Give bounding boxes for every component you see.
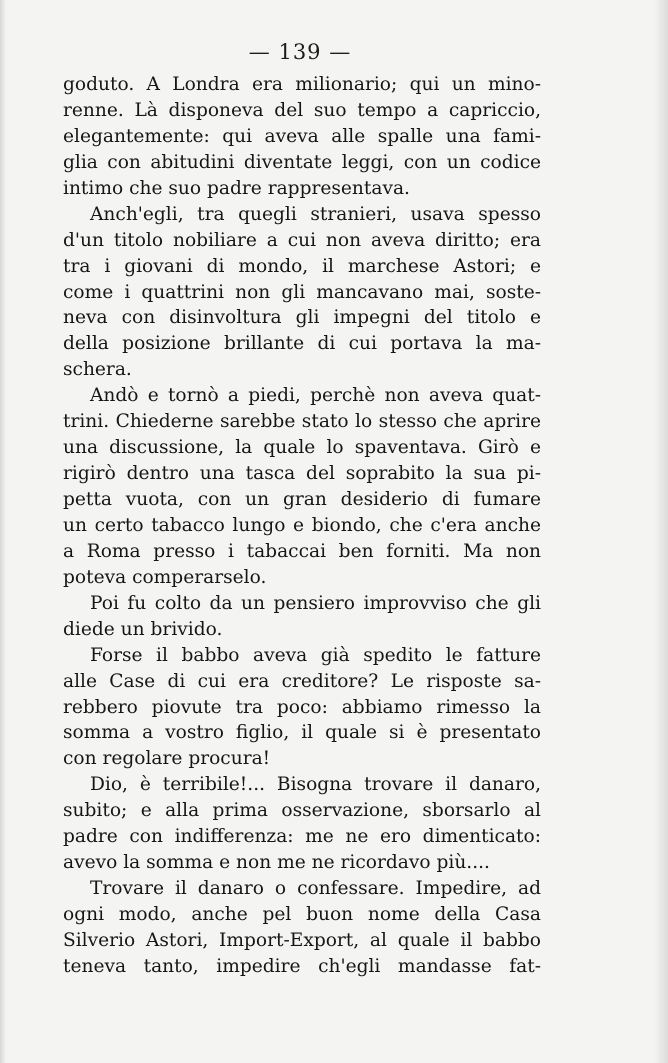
text-line: Forse il babbo aveva già spedito le fatture xyxy=(90,644,541,666)
page-body-text xyxy=(63,72,541,980)
text-line: diede un brivido. xyxy=(63,618,223,640)
text-line: teneva tanto, impedire ch'egli mandasse fat- xyxy=(63,955,541,977)
text-line: petta vuota, con un gran desiderio di fumare xyxy=(63,489,541,510)
text-line: schera. xyxy=(63,359,132,381)
page-edge-shadow xyxy=(0,0,6,1063)
text-line: neva con disinvoltura gli impegni del titolo e xyxy=(63,307,541,329)
text-line: Poi fu colto da un pensiero improvviso che gli xyxy=(90,592,541,614)
text-line: una discussione, la quale lo spaventava. Girò e xyxy=(63,437,541,459)
text-line: d'un titolo nobiliare a cui non aveva diritto; era xyxy=(63,229,541,251)
text-line: Andò e tornò a piedi, perchè non aveva quat- xyxy=(90,385,541,407)
page-number: — 139 — xyxy=(248,40,352,64)
text-line: Silverio Astori, Import-Export, al quale il babbo xyxy=(63,929,541,951)
text-line: intimo che suo padre rappresentava. xyxy=(63,177,410,199)
text-line: Anch'egli, tra quegli stranieri, usava spesso xyxy=(90,203,541,225)
text-line: subito; e alla prima osservazione, sborsarlo al xyxy=(63,800,541,822)
text-line: con regolare procura! xyxy=(63,748,271,770)
text-line: a Roma presso i tabaccai ben forniti. Ma non xyxy=(63,540,541,562)
text-line: Trovare il danaro o confessare. Impedire, ad xyxy=(90,878,541,900)
text-line: della posizione brillante di cui portava la ma- xyxy=(63,333,541,355)
text-line: elegantemente: qui aveva alle spalle una fami- xyxy=(63,125,541,147)
text-line: alle Case di cui era creditore? Le risposte sa- xyxy=(63,670,541,692)
text-line: padre con indifferenza: me ne ero dimenticato: xyxy=(63,826,541,848)
text-line: come i quattrini non gli mancavano mai, soste- xyxy=(63,281,541,303)
text-line: Dio, è terribile!... Bisogna trovare il danaro, xyxy=(90,774,541,796)
text-line: goduto. A Londra era milionario; qui un mino- xyxy=(63,74,541,95)
text-line: rigirò dentro una tasca del soprabito la sua pi- xyxy=(63,463,541,485)
text-line: tra i giovani di mondo, il marchese Astori; e xyxy=(63,255,541,277)
text-line: renne. Là disponeva del suo tempo a capriccio, xyxy=(63,99,541,121)
text-line: poteva comperarselo. xyxy=(63,566,267,588)
text-line: avevo la somma e non me ne ricordavo più.... xyxy=(63,852,490,874)
text-line: somma a vostro figlio, il quale si è presentato xyxy=(63,722,541,744)
text-line: trini. Chiederne sarebbe stato lo stesso che aprire xyxy=(63,411,541,433)
text-line: rebbero piovute tra poco: abbiamo rimesso la xyxy=(63,696,541,718)
text-line: glia con abitudini diventate leggi, con un codice xyxy=(63,151,541,173)
text-line: ogni modo, anche pel buon nome della Casa xyxy=(63,904,541,925)
text-line: un certo tabacco lungo e biondo, che c'era anche xyxy=(63,514,541,536)
